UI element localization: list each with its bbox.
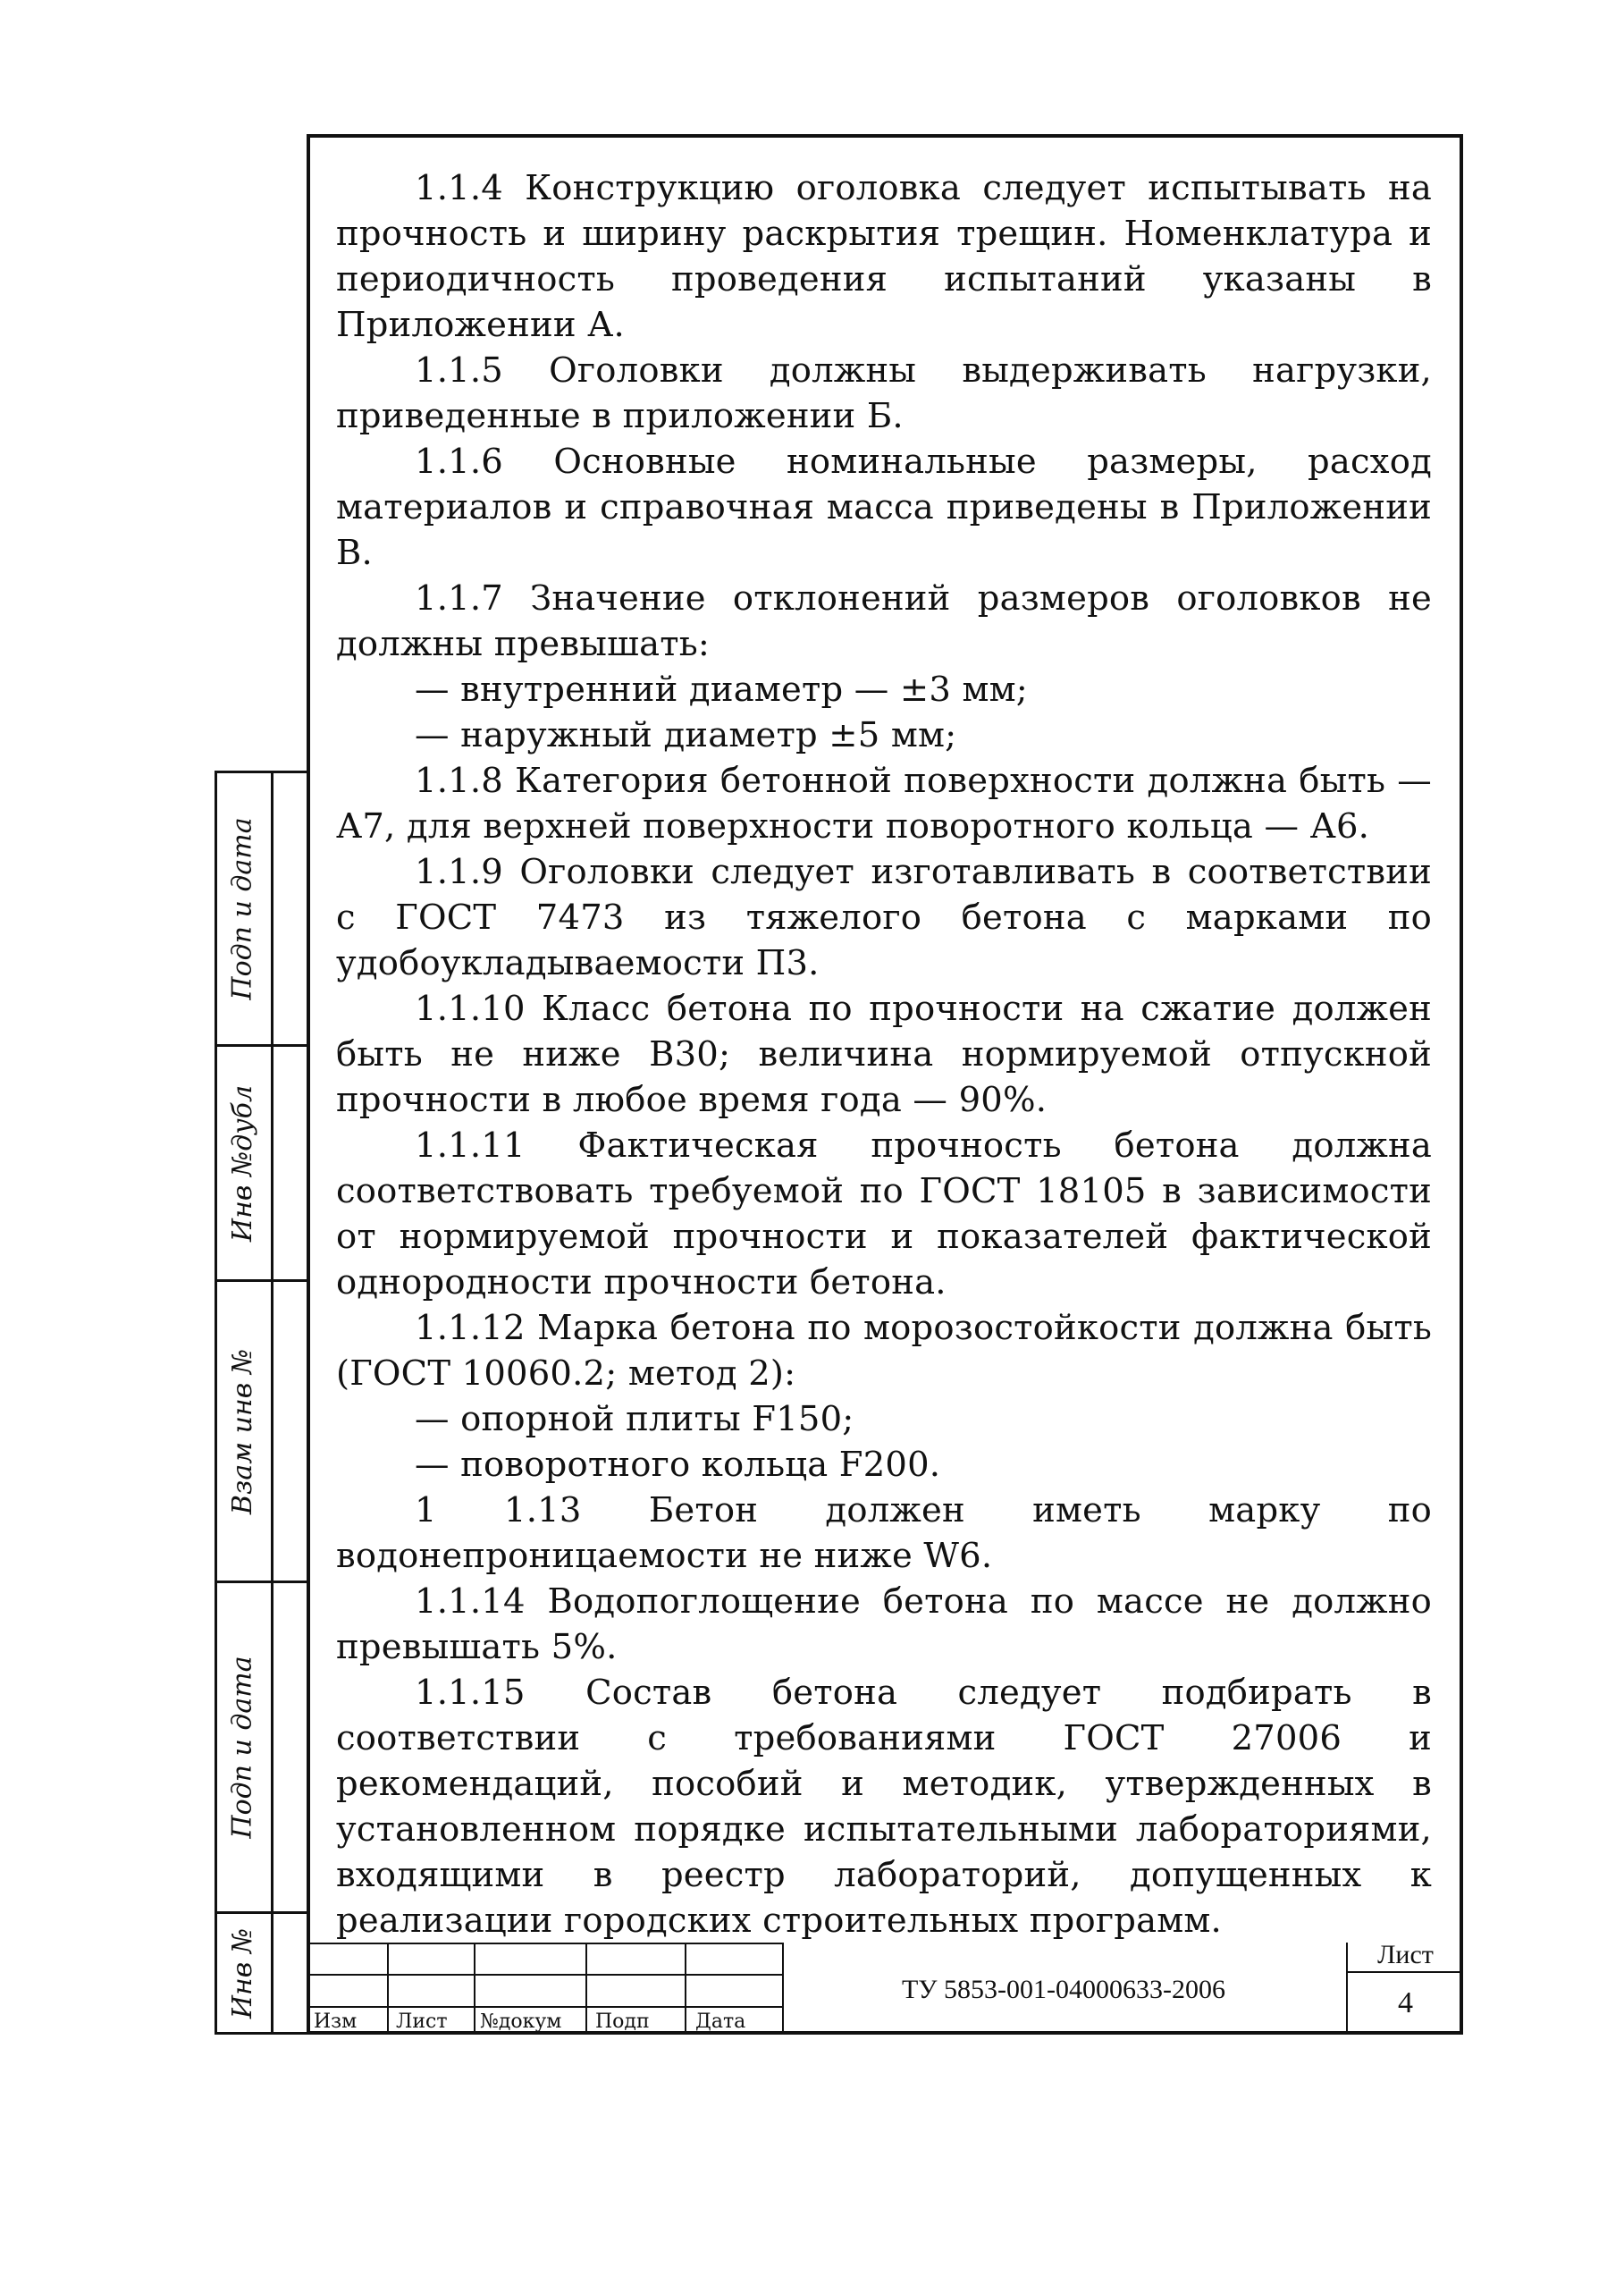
side-cell-podp-data-bottom xyxy=(215,1581,271,1911)
title-block-col-izm: Изм xyxy=(314,2010,358,2033)
paragraph-1-1-8: 1.1.8 Категория бетонной поверхности должна быть — А7, для верхней поверхности поворотного кольца — А6. xyxy=(336,761,1432,847)
title-block-col-list: Лист xyxy=(396,2010,448,2033)
side-cell-podp-data-top xyxy=(215,771,271,1044)
title-block-top-line xyxy=(307,1943,782,1944)
side-divider xyxy=(271,1279,307,1282)
title-block-col-podp: Подп xyxy=(595,2010,650,2033)
paragraph-1-1-13: 1 1.13 Бетон должен иметь марку по водонепроницаемости не ниже W6. xyxy=(336,1490,1432,1576)
list-item-outer-diameter: — наружный диаметр ±5 мм; xyxy=(415,715,957,755)
title-block-row-line xyxy=(307,1974,782,1976)
list-item-base-plate: — опорной плиты F150; xyxy=(415,1399,854,1439)
paragraph-1-1-4: 1.1.4 Конструкцию оголовка следует испытывать на прочность и ширину раскрытия трещин. Номенклатура и периодичность проведения испытаний указаны в Приложении А. xyxy=(336,168,1432,345)
title-block-col-dokum: №докум xyxy=(480,2010,562,2033)
list-item-rotary-ring: — поворотного кольца F200. xyxy=(415,1445,941,1485)
document-body xyxy=(336,165,1432,1943)
paragraph-1-1-7: 1.1.7 Значение отклонений размеров оголовков не должны превышать: xyxy=(336,578,1432,664)
side-divider xyxy=(271,1911,307,1914)
paragraph-1-1-14: 1.1.14 Водопоглощение бетона по массе не должно превышать 5%. xyxy=(336,1581,1432,1667)
paragraph-1-1-10: 1.1.10 Класс бетона по прочности на сжатие должен быть не ниже В30; величина нормируемой отпускной прочности в любое время года — 90%. xyxy=(336,989,1432,1120)
side-stamp-bottom-border xyxy=(215,2032,307,2035)
side-divider xyxy=(271,1044,307,1047)
side-stamp-narrow-column xyxy=(271,771,307,2035)
title-block-row-line xyxy=(307,2006,782,2008)
sheet-label: Лист xyxy=(1377,1940,1434,1969)
side-label-inv-no: Инв № xyxy=(227,1927,258,2019)
side-cell-inv-dubl xyxy=(215,1044,271,1279)
paragraph-1-1-11: 1.1.11 Фактическая прочность бетона должна соответствовать требуемой по ГОСТ 18105 в зависимости от нормируемой прочности и показателей фактической однородности прочности бетона. xyxy=(336,1125,1432,1302)
side-cell-vzam-inv xyxy=(215,1279,271,1581)
side-label-podp-data-bottom: Подп и дата xyxy=(227,1656,258,1839)
list-item-inner-diameter: — внутренний диаметр — ±3 мм; xyxy=(415,670,1028,710)
title-block-col-line xyxy=(585,1943,587,2035)
title-block-col-line xyxy=(474,1943,475,2035)
sheet-number: 4 xyxy=(1398,1986,1413,2019)
side-label-inv-dubl: Инв №дубл xyxy=(227,1084,259,1242)
side-divider xyxy=(271,1581,307,1583)
side-cell-inv-no xyxy=(215,1911,271,2032)
paragraph-1-1-15: 1.1.15 Состав бетона следует подбирать в соответствии с требованиями ГОСТ 27006 и рекомендаций, пособий и методик, утвержденных в установленном порядке испытательными лабораториями, входящими в реестр лабораторий, допущенных к реализации городских строительных программ. xyxy=(336,1673,1432,1941)
title-block-col-data: Дата xyxy=(695,2010,746,2033)
paragraph-1-1-9: 1.1.9 Оголовки следует изготавливать в соответствии с ГОСТ 7473 из тяжелого бетона с марками по удобоукладываемости П3. xyxy=(336,852,1432,983)
paragraph-1-1-12: 1.1.12 Марка бетона по морозостойкости должна быть (ГОСТ 10060.2; метод 2): xyxy=(336,1308,1432,1394)
document-code: ТУ 5853-001-04000633-2006 xyxy=(901,1975,1226,2004)
side-divider xyxy=(271,771,307,773)
title-block-col-line xyxy=(685,1943,686,2035)
side-label-vzam-inv: Взам инв № xyxy=(227,1348,259,1514)
title-block-col-line xyxy=(387,1943,389,2035)
paragraph-1-1-6: 1.1.6 Основные номинальные размеры, расход материалов и справочная масса приведены в Приложении В. xyxy=(336,442,1432,573)
side-label-podp-data-top: Подп и дата xyxy=(227,817,258,1000)
paragraph-1-1-5: 1.1.5 Оголовки должны выдерживать нагрузки, приведенные в приложении Б. xyxy=(336,350,1432,436)
